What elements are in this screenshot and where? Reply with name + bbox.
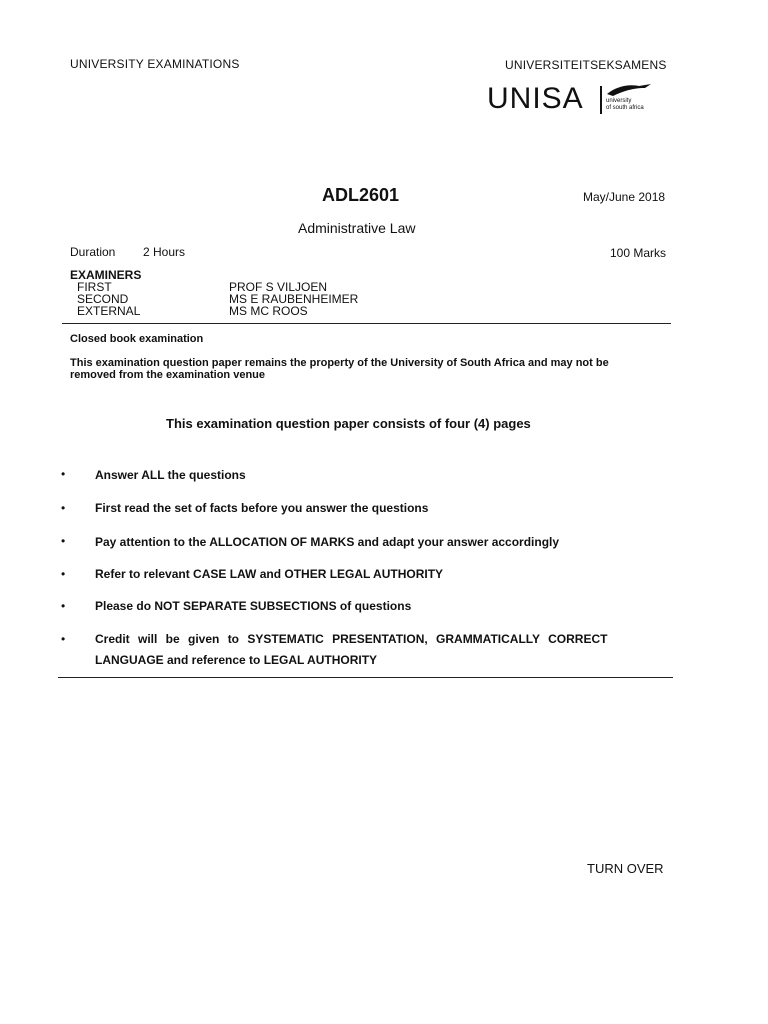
examiner-role-first: FIRST <box>77 280 112 294</box>
examiner-name-second: MS E RAUBENHEIMER <box>229 292 359 306</box>
instruction-text-line1: Credit will be given to SYSTEMATIC PRESENTATION, GRAMMATICALLY CORRECT <box>95 632 608 646</box>
examiners-roles <box>77 281 140 317</box>
logo-bird-icon <box>605 80 655 98</box>
divider-top <box>62 323 671 324</box>
examiner-name-external: MS MC ROOS <box>229 304 308 318</box>
bullet: • <box>61 467 66 481</box>
property-notice-line2: removed from the examination venue <box>70 369 265 381</box>
instruction-text: Please do NOT SEPARATE SUBSECTIONS of questions <box>95 599 412 613</box>
examiner-role-external: EXTERNAL <box>77 304 141 318</box>
bullet: • <box>61 501 66 515</box>
bullet: • <box>61 567 66 581</box>
instruction-text: Pay attention to the ALLOCATION OF MARKS and adapt your answer accordingly <box>95 535 560 549</box>
page-count-notice: This examination question paper consists of four (4) pages <box>166 416 531 431</box>
bullet: • <box>61 632 66 646</box>
duration-value: 2 Hours <box>143 245 186 259</box>
logo-tagline-2: of south africa <box>606 105 644 111</box>
logo-divider <box>600 86 602 114</box>
header-left: UNIVERSITY EXAMINATIONS <box>70 57 240 71</box>
total-marks: 100 Marks <box>610 246 667 260</box>
instruction-text-line2: LANGUAGE and reference to LEGAL AUTHORITY <box>95 653 378 667</box>
duration-label: Duration <box>70 245 116 259</box>
logo-wordmark: UNISA <box>487 82 584 115</box>
closed-book-notice: Closed book examination <box>70 333 204 345</box>
examiner-role-second: SECOND <box>77 292 129 306</box>
bullet: • <box>61 599 66 613</box>
property-notice-line1: This examination question paper remains the property of the University of South Africa and may not be <box>70 357 609 369</box>
examiner-name-first: PROF S VILJOEN <box>229 280 328 294</box>
unisa-logo <box>487 80 667 120</box>
turn-over-label: TURN OVER <box>587 861 664 876</box>
divider-bottom <box>58 677 673 678</box>
instruction-text: First read the set of facts before you answer the questions <box>95 501 429 515</box>
header-right: UNIVERSITEITSEKSAMENS <box>505 58 667 72</box>
logo-tagline-1: university <box>606 98 632 104</box>
instruction-text: Answer ALL the questions <box>95 468 246 482</box>
examiners-heading: EXAMINERS <box>70 268 142 282</box>
examiners-names <box>229 281 358 317</box>
course-code: ADL2601 <box>322 185 400 205</box>
bullet: • <box>61 534 66 548</box>
course-title: Administrative Law <box>298 220 416 236</box>
exam-date: May/June 2018 <box>583 190 666 204</box>
instruction-text: Refer to relevant CASE LAW and OTHER LEGAL AUTHORITY <box>95 567 444 581</box>
